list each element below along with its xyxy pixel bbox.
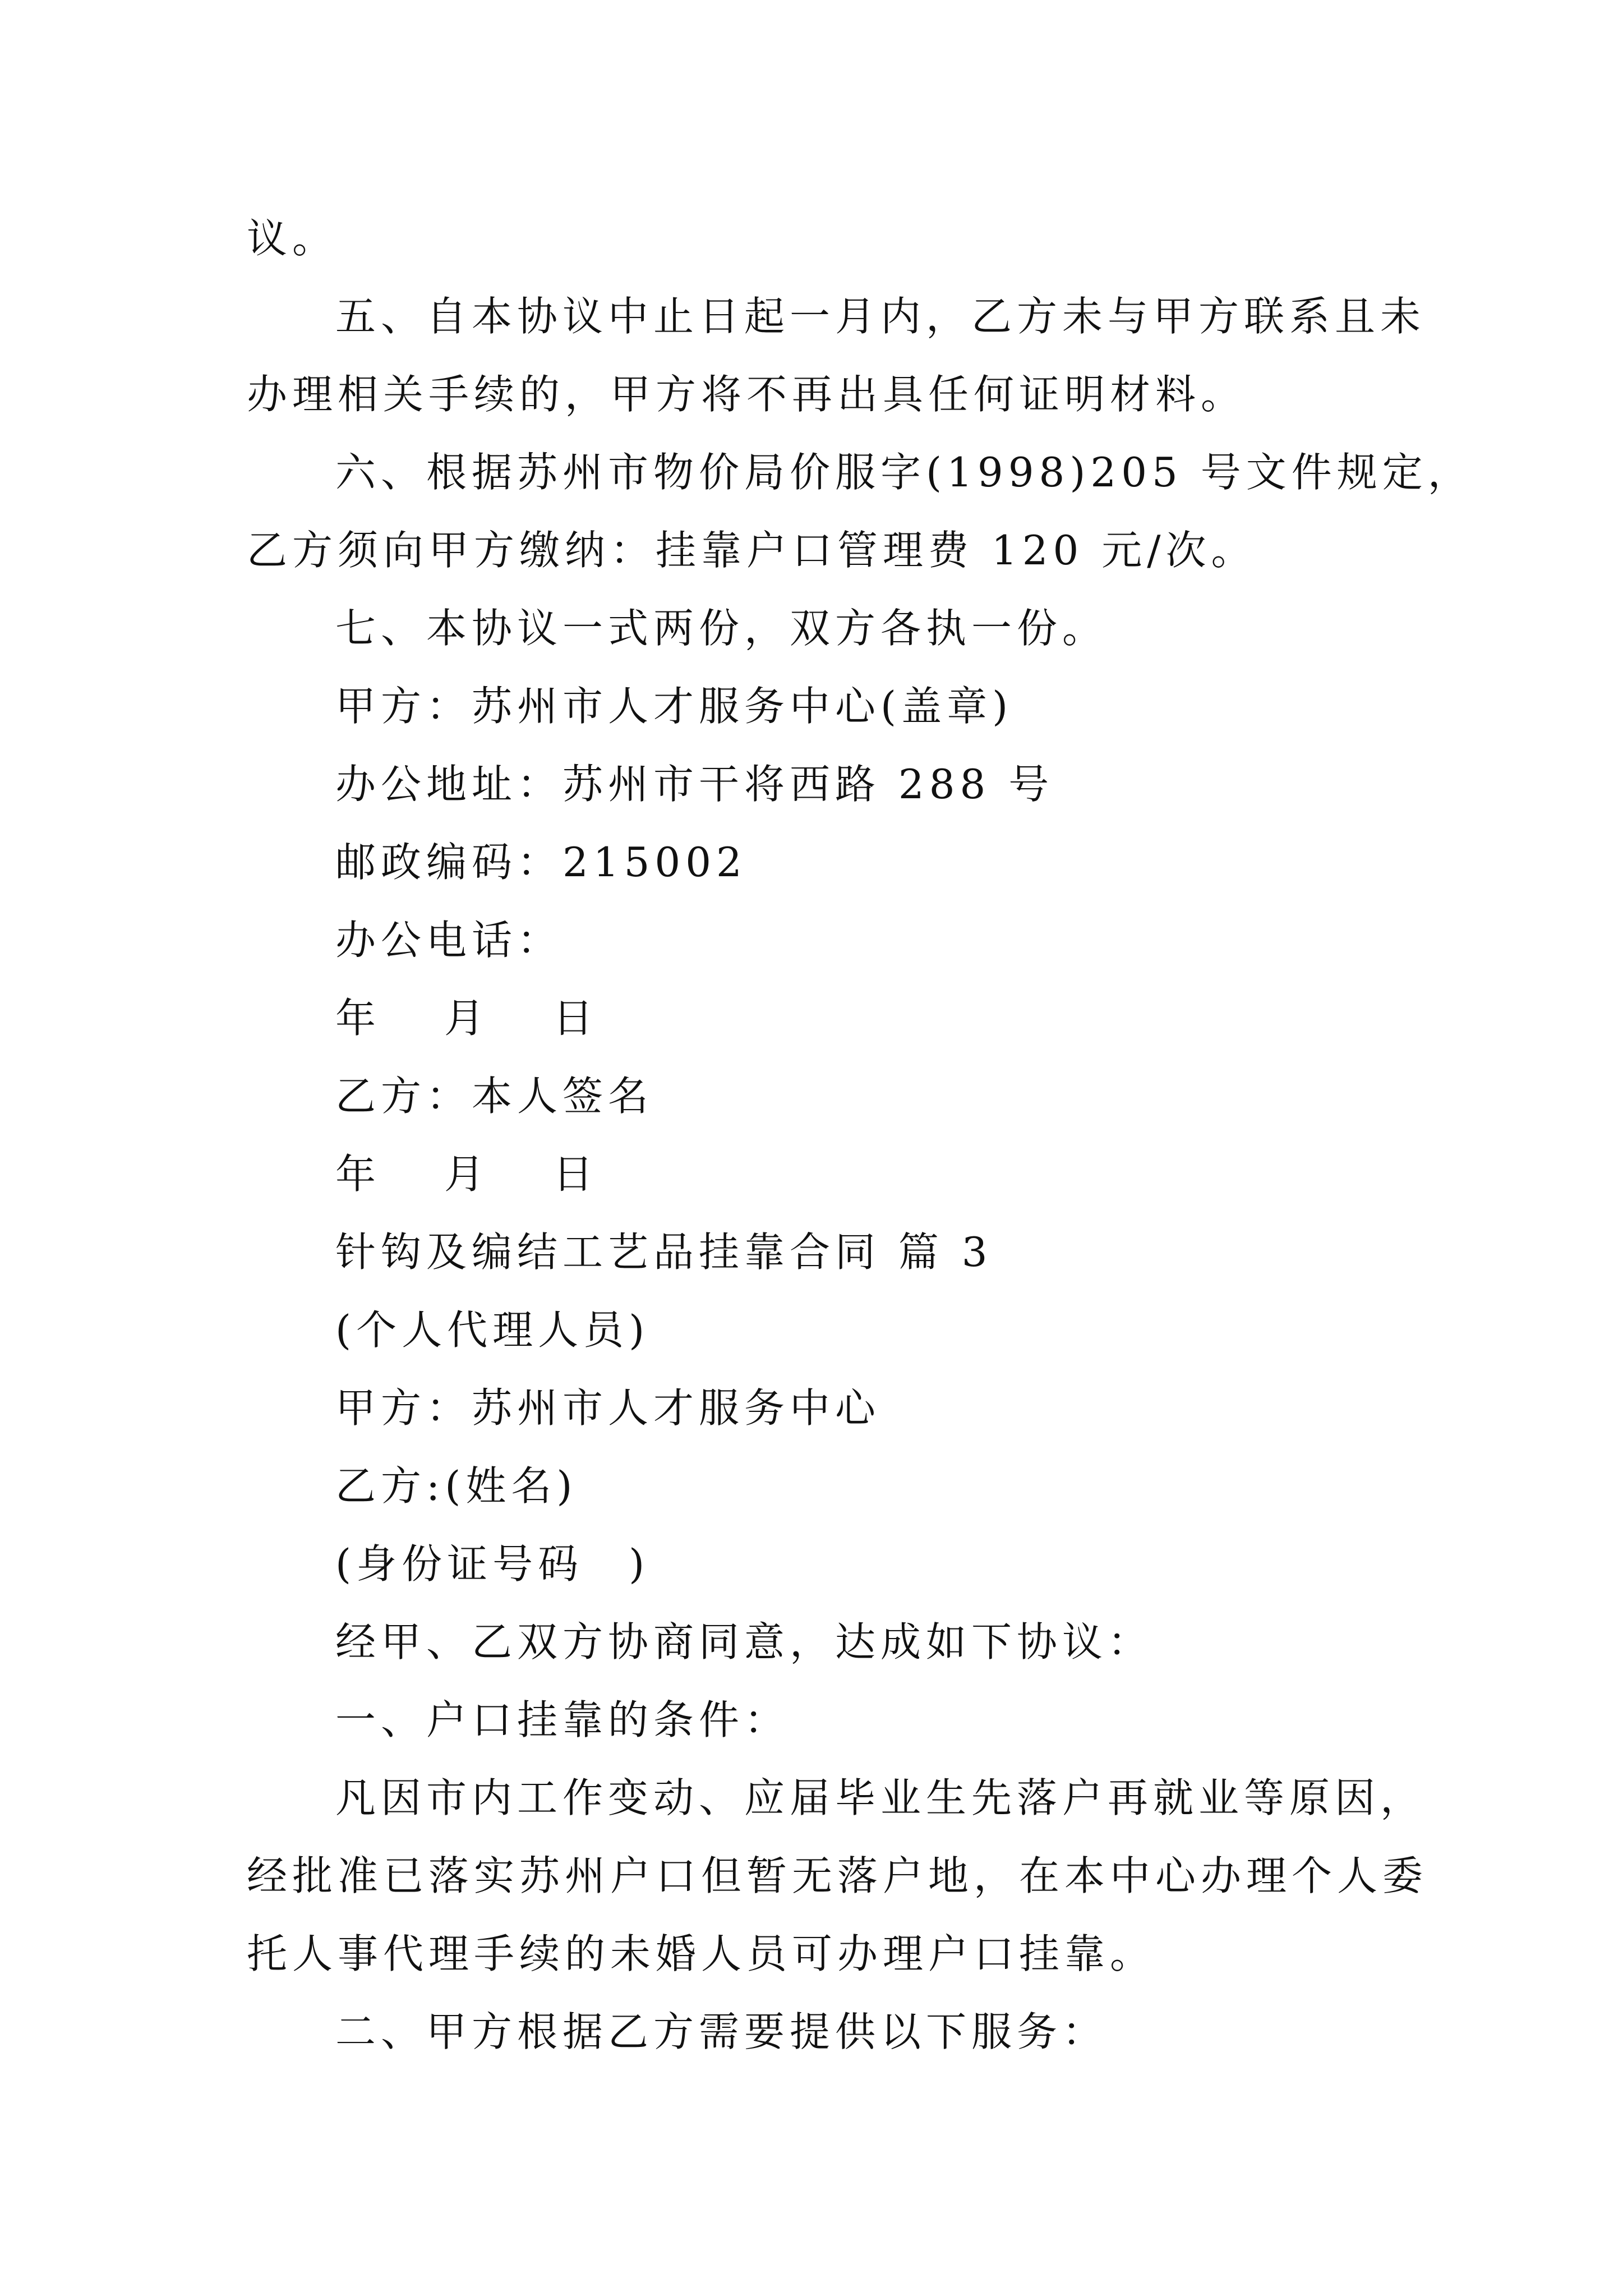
address-line: 办公地址：苏州市干将西路 288 号	[335, 761, 1054, 808]
clause-heading: 一、户口挂靠的条件：	[335, 1696, 790, 1743]
clause-heading: 二、甲方根据乙方需要提供以下服务：	[335, 2008, 1108, 2055]
paragraph-line: 五、自本协议中止日起一月内，乙方未与甲方联系且未	[335, 293, 1426, 340]
paragraph-line: 七、本协议一式两份，双方各执一份。	[335, 605, 1108, 652]
date-line: 年 月 日	[335, 1151, 598, 1198]
id-number-line: (身份证号码 )	[335, 1540, 650, 1588]
paragraph-line: 议。	[247, 215, 338, 262]
party-a-line: 甲方：苏州市人才服务中心(盖章)	[335, 683, 1013, 730]
postcode-line: 邮政编码：215002	[335, 839, 747, 886]
section-title: 针钩及编结工艺品挂靠合同 篇 3	[335, 1228, 993, 1276]
paragraph-line: 经甲、乙双方协商同意，达成如下协议：	[335, 1618, 1154, 1665]
paragraph-line: 托人事代理手续的未婚人员可办理户口挂靠。	[247, 1930, 1156, 1977]
party-b-line: 乙方:(姓名)	[335, 1462, 578, 1510]
party-a-line: 甲方：苏州市人才服务中心	[335, 1384, 881, 1432]
phone-line: 办公电话：	[335, 917, 563, 964]
paragraph-line: 经批准已落实苏州户口但暂无落户地，在本中心办理个人委	[247, 1852, 1428, 1899]
party-b-signature-line: 乙方：本人签名	[335, 1073, 654, 1120]
paragraph-line: 办理相关手续的，甲方将不再出具任何证明材料。	[247, 371, 1247, 418]
paragraph-line: 六、根据苏州市物价局价服字(1998)205 号文件规定，	[335, 449, 1473, 496]
paragraph-line: 乙方须向甲方缴纳：挂靠户口管理费 120 元/次。	[247, 527, 1257, 574]
paragraph-line: 凡因市内工作变动、应届毕业生先落户再就业等原因，	[335, 1774, 1426, 1821]
subtitle-line: (个人代理人员)	[335, 1306, 650, 1354]
date-line: 年 月 日	[335, 995, 598, 1042]
